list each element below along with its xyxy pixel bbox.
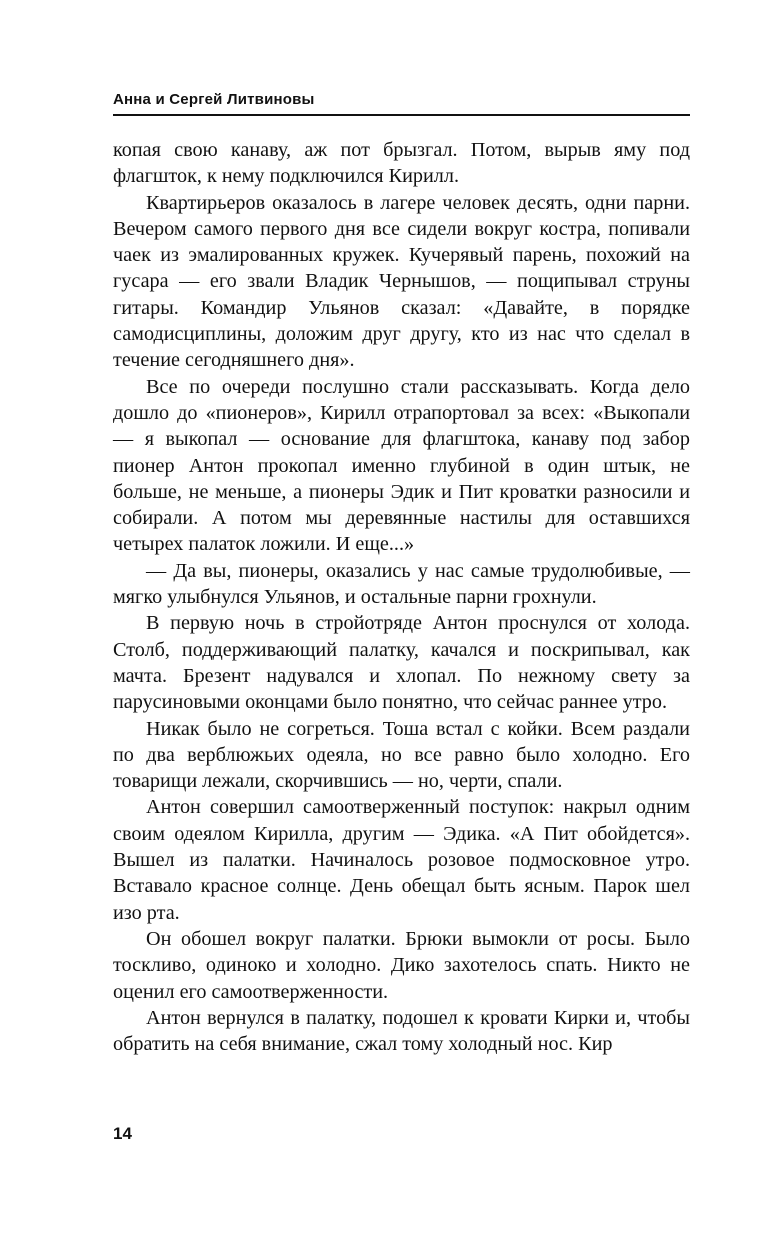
paragraph-1: копая свою канаву, аж пот брызгал. Потом, вырыв яму под флагшток, к нему подключился Кирилл.: [113, 139, 690, 188]
page-number: 14: [113, 1124, 132, 1143]
paragraph-9: Антон вернулся в палатку, подошел к кровати Кирки и, чтобы обратить на себя внимание, сжал тому холодный нос. Кир: [113, 1006, 690, 1056]
paragraph-7: Антон совершил самоотверженный поступок: накрыл одним своим одеялом Кирилла, другим — Эдика. «А Пит обойдется». Вышел из палатки. Начиналось розовое подмосковное утро. Вставало красное солнце. День обещал быть ясным. Парок шел изо рта.: [113, 796, 690, 924]
paragraph-2: Квартирьеров оказалось в лагере человек десять, одни парни. Вечером самого первого дня все сидели вокруг костра, попивали чаек из эмалированных кружек. Кучерявый парень, похожий на гусара — его звали Владик Чернышов, — пощипывал струны гитары. Командир Ульянов сказал: «Давайте, в порядке самодисциплины, доложим друг другу, кто из нас что сделал в течение сегодняшнего дня».: [113, 191, 690, 372]
paragraph-5: В первую ночь в стройотряде Антон проснулся от холода. Столб, поддерживающий палатку, качался и поскрипывал, как мачта. Брезент надувался и хлопал. По нежному свету за парусиновыми оконцами было понятно, что сейчас раннее утро.: [113, 612, 690, 714]
paragraph-3: Все по очереди послушно стали рассказывать. Когда дело дошло до «пионеров», Кирилл отрапортовал за всех: «Выкопали — я выкопал — основание для флагштока, канаву под забор пионер Антон прокопал именно глубиной в один штык, не больше, не меньше, а пионеры Эдик и Пит кроватки разносили и собирали. А потом мы деревянные настилы для оставшихся четырех палаток ложили. И еще...»: [113, 375, 690, 556]
body-text: [113, 137, 690, 1057]
paragraph-6: Никак было не согреться. Тоша встал с койки. Всем раздали по два верблюжьих одеяла, но все равно было холодно. Его товарищи лежали, скорчившись — но, черти, спали.: [113, 717, 690, 793]
running-header: Анна и Сергей Литвиновы: [113, 91, 315, 108]
paragraph-4: — Да вы, пионеры, оказались у нас самые трудолюбивые, — мягко улыбнулся Ульянов, и остальные парни грохнули.: [113, 559, 690, 609]
header-divider: [113, 114, 690, 116]
paragraph-8: Он обошел вокруг палатки. Брюки вымокли от росы. Было тоскливо, одиноко и холодно. Дико захотелось спать. Никто не оценил его самоотверженности.: [113, 927, 690, 1003]
